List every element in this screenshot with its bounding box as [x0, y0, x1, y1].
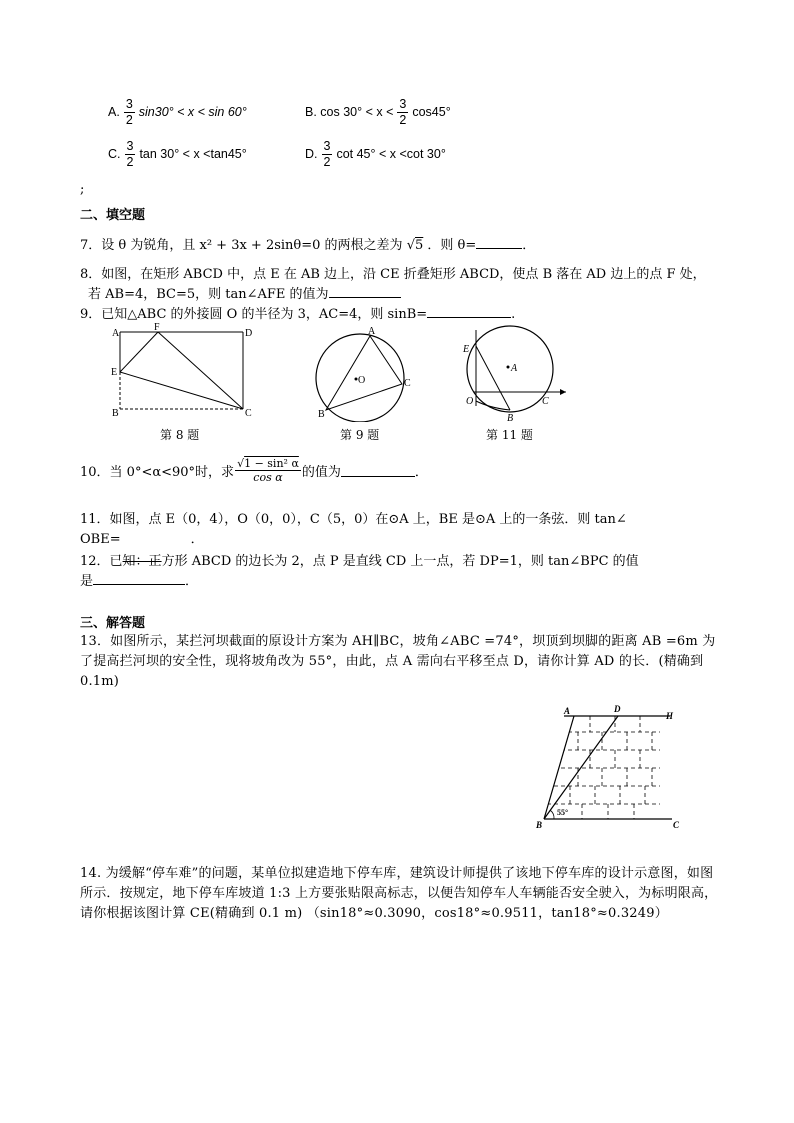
figure-8-rectangle	[110, 322, 265, 422]
answer-blank	[476, 236, 522, 249]
label-e: E	[111, 367, 118, 378]
label-b: B	[536, 820, 543, 830]
answer-blank	[93, 572, 185, 585]
answer-blank	[329, 285, 401, 298]
question-11-line1: 11．如图，点 E（0，4），O（0，0），C（5，0）在⊙A 上，BE 是⊙A 上的一条弦．则 tan∠	[80, 512, 627, 527]
label-a: A	[511, 363, 518, 374]
label-d: D	[245, 328, 253, 339]
label-a: A	[112, 328, 120, 339]
fraction: $\frac{3}{2}$	[125, 97, 133, 127]
question-7: 7．设 θ 为锐角，且 x² + 3x + 2sinθ=0 的两根之差为 √5 ．则 θ= ．	[80, 238, 536, 253]
answer-blank	[427, 305, 511, 318]
label-d: D	[614, 704, 621, 714]
label-e: E	[463, 344, 470, 355]
figure-11-coordinate-circle	[460, 322, 572, 424]
answer-blank	[341, 464, 415, 477]
label-b: B	[112, 408, 119, 419]
fraction: $\frac{3}{2}$	[126, 139, 134, 169]
label-c: C	[404, 378, 411, 389]
fraction: $\frac{\text{√1 − sin² α}}{\text{cos α}}$	[237, 457, 299, 484]
section-heading-fill-in: 二、填空题	[80, 208, 146, 223]
question-10: 10．当 0°<α<90°时，求 $\frac{\text{√1 − sin² α}}{\text{cos α}}$ 的值为 ．	[80, 457, 428, 484]
question-9: 9．已知△ABC 的外接圆 O 的半径为 3，AC=4，则 sinB= .	[80, 307, 516, 322]
question-8-line1: 8．如图，在矩形 ABCD 中，点 E 在 AB 边上，沿 CE 折叠矩形 ABCD，使点 B 落在 AD 边上的点 F 处，	[80, 267, 706, 282]
label-o: O	[358, 375, 366, 386]
label-b: B	[507, 413, 514, 424]
figure-9-circle	[308, 322, 418, 422]
choice-d: D. $\frac{3}{2}$ cot 45° < x <cot 30°	[305, 139, 446, 169]
label-a: A	[564, 706, 571, 716]
label-c: C	[542, 396, 549, 407]
question-12-line2: 是 ．	[80, 574, 199, 589]
caption-figure-11: 第 11 题	[486, 428, 533, 442]
label-h: H	[666, 711, 674, 721]
section-heading-solutions: 三、解答题	[80, 616, 146, 631]
label-c: C	[673, 820, 680, 830]
question-12-line1: 12．已知：正方形 ABCD 的边长为 2，点 P 是直线 CD 上一点，若 DP=1，则 tan∠BPC 的值	[80, 554, 639, 569]
stray-semicolon: ;	[80, 182, 85, 197]
caption-figure-9: 第 9 题	[340, 428, 380, 442]
question-13: 13．如图所示，某拦河坝截面的原设计方案为 AH∥BC，坡角∠ABC =74°，坝顶到坝脚的距离 AB =6m 为了提高拦河坝的安全性，现将坡角改为 55°，由此，点 A 需向右平移至点 D，请你计算 AD 的长．(精确到 0.1m)	[80, 634, 716, 689]
choice-a: A. $\frac{3}{2}$ sin30° < x < sin 60°	[108, 97, 247, 127]
label-c: C	[245, 408, 252, 419]
choice-c: C. $\frac{3}{2}$ tan 30° < x <tan45°	[108, 139, 247, 169]
label-a: A	[368, 326, 376, 337]
question-14: 14. 为缓解“停车难”的问题，某单位拟建造地下停车库，建筑设计师提供了该地下停车库的设计示意图，如图所示．按规定，地下停车库坡道 1:3 上方要张贴限高标志，以便告知停车人车辆能否安全驶入，为标明限高，请你根据该图计算 CE(精确到 0.1 m) （sin18°≈0.3090，cos18°≈0.9511，tan18°≈0.3249）	[80, 866, 718, 921]
label-angle: 55°	[557, 808, 569, 817]
fraction: $\frac{3}{2}$	[323, 139, 331, 169]
caption-figure-8: 第 8 题	[160, 428, 200, 442]
label-b: B	[318, 409, 325, 420]
question-8-line2: 若 AB=4，BC=5，则 tan∠AFE 的值为	[88, 283, 401, 302]
label-f: F	[154, 322, 160, 333]
choice-b: B. cos 30° < x < $\frac{3}{2}$ cos45°	[305, 97, 451, 127]
label-o: O	[466, 396, 474, 407]
question-11-line2: OBE= ．	[80, 532, 204, 547]
sqrt-symbol: √5	[406, 238, 424, 253]
fraction: $\frac{3}{2}$	[399, 97, 407, 127]
figure-13-dam	[530, 700, 700, 835]
